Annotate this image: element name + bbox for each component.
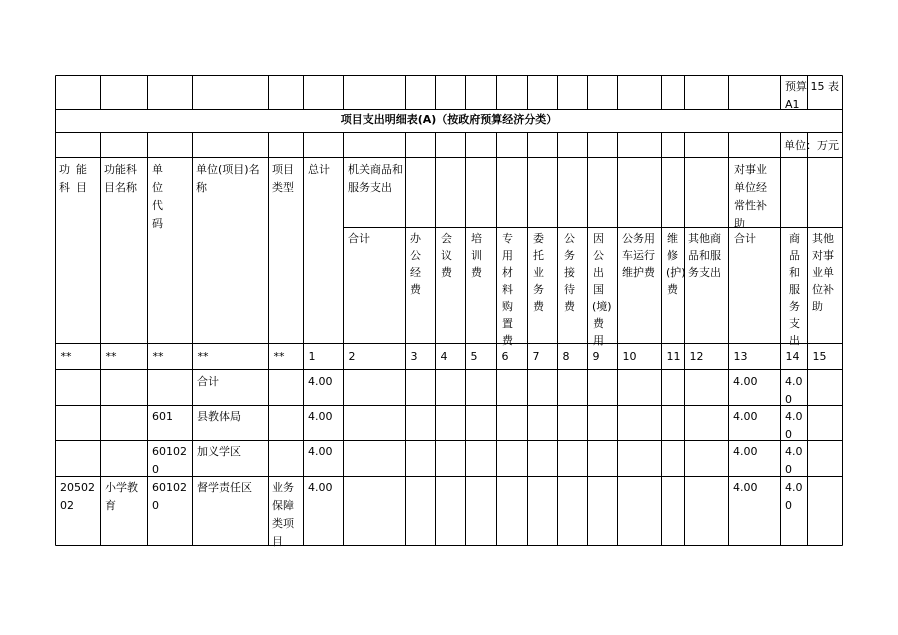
cell-unit-code: 601020 [152,481,187,512]
index-cell: ** [152,350,164,363]
subheader-office-expense: 办公经费 [410,232,421,296]
index-cell: 11 [666,350,681,363]
index-cell: 12 [689,350,704,363]
index-cell: 2 [348,350,356,363]
header-subsidy-public-institutions: 对事业单位经常性补助 [734,163,767,230]
subheader-entrusted-business: 委托业务费 [533,232,544,313]
cell-unit-name: 加义学区 [197,445,241,458]
index-cell: 15 [812,350,827,363]
index-cell: ** [60,350,72,363]
cell-func-subject: 2050202 [60,481,95,512]
header-func-subject-name: 功能科目名称 [104,163,137,194]
index-cell: 6 [501,350,509,363]
index-cell: 8 [562,350,570,363]
subheader-other-goods-services: 其他商品和服务支出 [688,232,721,279]
cell-total: 4.00 [308,410,333,423]
index-cell: ** [105,350,117,363]
cell-unit-name: 督学责任区 [197,481,252,494]
header-project-type: 项目类型 [272,163,294,194]
index-cell: 1 [308,350,316,363]
header-unit-project-name: 单位(项目)名称 [196,163,260,194]
subheader-special-materials: 专用材料购置费 [502,232,513,347]
header-func-subject: 功能科目 [59,163,93,194]
subheader-meeting-fee: 会议费 [441,232,452,279]
table-title: 项目支出明细表(A)（按政府预算经济分类） [340,113,558,126]
unit-label: 单位：万元 [784,139,839,152]
cell-unit-name: 合计 [197,375,219,388]
cell-goods-services: 4.00 [785,481,803,512]
subheader-other-subsidy: 其他对事业单位补助 [812,232,834,313]
subheader-goods-services-expense: 商品和服务支出 [789,232,800,347]
index-cell: 4 [440,350,448,363]
header-office-goods-services: 机关商品和服务支出 [348,163,403,194]
cell-func-name: 小学教育 [105,481,138,512]
subheader-official-reception: 公务接待费 [564,232,575,313]
index-cell: 10 [622,350,637,363]
subheader-maintenance: 维修(护)费 [666,232,686,296]
index-cell: 3 [410,350,418,363]
index-cell: 13 [733,350,748,363]
subheader-total-2: 合计 [734,232,756,245]
index-cell: 5 [470,350,478,363]
cell-total: 4.00 [308,445,333,458]
cell-goods-services: 4.00 [785,375,803,406]
cell-goods-services: 4.00 [785,445,803,476]
cell-total: 4.00 [308,375,333,388]
subheader-training-fee: 培训费 [471,232,482,279]
cell-project-type: 业务保障类项目 [272,481,294,548]
index-cell: ** [197,350,209,363]
cell-unit-code: 601020 [152,445,187,476]
cell-unit-name: 县教体局 [197,410,241,423]
header-unit-code: 单位代码 [152,163,171,230]
index-cell: 14 [785,350,800,363]
cell-subsidy-total: 4.00 [733,410,758,423]
cell-unit-code: 601 [152,410,173,423]
cell-total: 4.00 [308,481,333,494]
cell-subsidy-total: 4.00 [733,481,758,494]
index-cell: 9 [592,350,600,363]
form-code: 预算 15 表 A1 [785,80,839,111]
subheader-overseas-travel: 因公出国(境)费用 [592,232,612,347]
header-total: 总计 [308,163,330,176]
subheader-total: 合计 [348,232,370,245]
cell-subsidy-total: 4.00 [733,375,758,388]
subheader-vehicle-operation: 公务用车运行维护费 [622,232,655,279]
index-cell: ** [273,350,285,363]
cell-subsidy-total: 4.00 [733,445,758,458]
cell-goods-services: 4.00 [785,410,803,441]
index-cell: 7 [532,350,540,363]
